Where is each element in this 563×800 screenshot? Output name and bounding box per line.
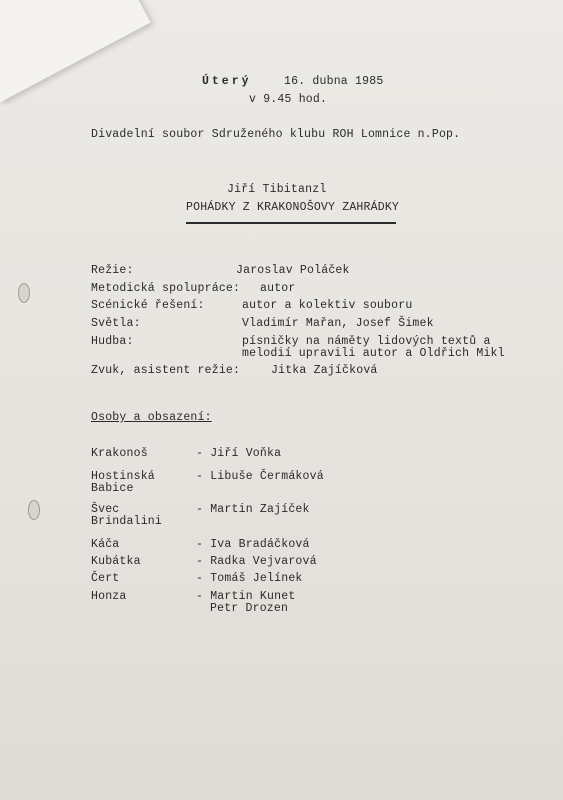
cast-actor: - Martin Zajíček	[196, 503, 310, 516]
credit-role: Režie:	[91, 264, 134, 277]
cast-actor: - Martin Kunet	[196, 590, 296, 603]
cast-role: Káča	[91, 538, 120, 551]
punch-hole-icon	[28, 500, 40, 520]
folded-paper-corner	[0, 0, 151, 102]
credit-role: Zvuk, asistent režie:	[91, 364, 241, 377]
cast-role: Krakonoš	[91, 447, 148, 460]
credit-role: Scénické řešení:	[91, 299, 205, 312]
cast-actor: - Tomáš Jelínek	[196, 572, 303, 585]
cast-role: Hostinská	[91, 470, 155, 483]
cast-role: Švec	[91, 503, 120, 516]
credit-role: Hudba:	[91, 335, 134, 348]
cast-actor: - Iva Bradáčková	[196, 538, 310, 551]
cast-actor: - Jiří Voňka	[196, 447, 282, 460]
cast-heading: Osoby a obsazení:	[91, 411, 212, 424]
cast-actor: - Radka Vejvarová	[196, 555, 317, 568]
cast-role: Kubátka	[91, 555, 141, 568]
credit-name: autor	[260, 282, 296, 295]
credit-role: Světla:	[91, 317, 141, 330]
cast-role-continued: Babice	[91, 482, 134, 495]
credit-name-continued: melodií upravili autor a Oldřich Mikl	[242, 347, 505, 360]
credit-name: písničky na náměty lidových textů a	[242, 335, 491, 348]
date-label: 16. dubna 1985	[284, 75, 384, 88]
punch-hole-icon	[18, 283, 30, 303]
title-underline	[186, 222, 396, 224]
credit-name: Vladimír Mařan, Josef Šimek	[242, 317, 434, 330]
credit-name: Jaroslav Poláček	[236, 264, 350, 277]
cast-role: Čert	[91, 572, 120, 585]
play-title: POHÁDKY Z KRAKONOŠOVY ZAHRÁDKY	[186, 201, 400, 214]
credit-name: Jitka Zajíčková	[271, 364, 378, 377]
time-label: v 9.45 hod.	[249, 93, 328, 106]
ensemble-line: Divadelní soubor Sdruženého klubu ROH Lomnice n.Pop.	[91, 128, 461, 141]
day-label: Úterý	[202, 75, 252, 88]
credit-role: Metodická spolupráce:	[91, 282, 241, 295]
cast-actor-continued: Petr Drozen	[210, 602, 289, 615]
cast-actor: - Libuše Čermáková	[196, 470, 324, 483]
cast-role-continued: Brindalini	[91, 515, 163, 528]
cast-role: Honza	[91, 590, 127, 603]
credit-name: autor a kolektiv souboru	[242, 299, 413, 312]
play-author: Jiří Tibitanzl	[227, 183, 327, 196]
